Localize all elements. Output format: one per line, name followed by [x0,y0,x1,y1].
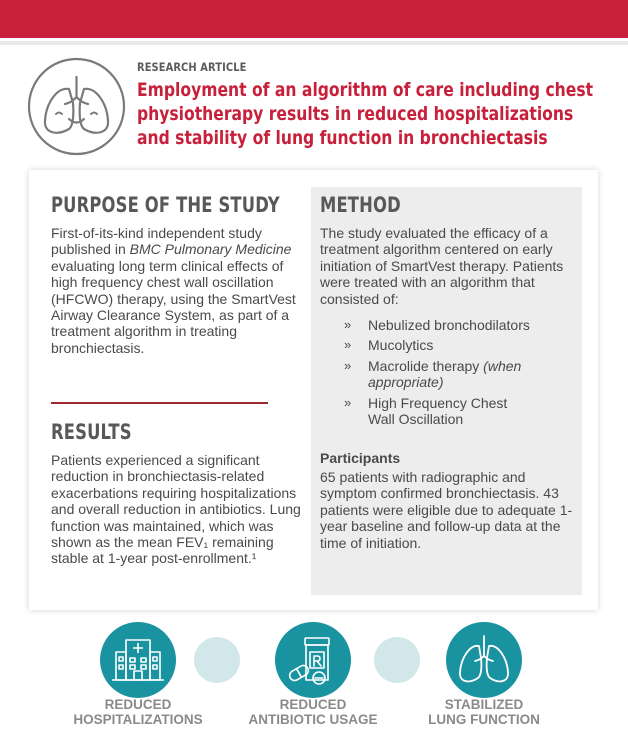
participants-text: 65 patients with radiographic and symptom confirmed bronchiectasis. 43 patients were eligible due to adequate 1-year baseline and follow-up data at the time of initiation. [320,469,573,551]
method-intro: The study evaluated the efficacy of a treatment algorithm centered on early initiation of SmartVest therapy. Patients were treated with an algorithm that consisted of: [320,225,564,307]
bullet-icon: » [344,394,352,410]
bullet-icon: » [344,357,352,373]
outcome-label-hospitalizations: REDUCED HOSPITALIZATIONS [73,697,203,727]
results-heading: RESULTS [51,420,132,444]
separator-dot [374,637,420,683]
bullet-icon: » [344,317,352,332]
purpose-heading: PURPOSE OF THE STUDY [51,193,280,217]
method-item: » Nebulized bronchodilators [344,317,530,333]
article-title: Employment of an algorithm of care including chest physiotherapy results in reduced hospitalizations and stability of lung function in bronchiectasis [137,79,594,149]
purpose-text: First-of-its-kind independent study published in BMC Pulmonary Medicine evaluating long term clinical effects of high frequency chest wall oscillation (HFCWO) therapy, using the SmartVest Airway Clearance System, as part of a treatment algorithm in treating bronchiectasis. [51,225,296,356]
method-item: » Mucolytics [344,337,434,354]
results-text: Patients experienced a significant reduction in bronchiectasis-related exacerbations requiring hospitalizations and overall reduction in antibiotics. Lung function was maintained, which was shown as the mean FEV₁ remaining stable at 1-year post-enrollment.¹ [51,452,301,567]
outcome-label-antibiotics: REDUCED ANTIBIOTIC USAGE [248,697,378,727]
section-divider [51,402,268,404]
top-rule [0,41,628,45]
lungs-icon [446,622,522,698]
top-banner [0,0,628,38]
method-heading: METHOD [320,193,401,217]
separator-dot [194,637,240,683]
method-list [344,317,576,431]
hospital-icon [100,622,176,698]
medicine-bottle-icon [275,622,351,698]
article-type-label: RESEARCH ARTICLE [137,60,247,74]
bullet-icon: » [344,337,352,353]
outcome-label-lung-function: STABILIZED LUNG FUNCTION [428,697,540,727]
article-header [137,60,607,150]
method-item: » Macrolide therapy (when appropriate) [344,357,522,391]
method-item: » High Frequency Chest Wall Oscillation [344,394,508,428]
smiling-lungs-icon [27,57,126,156]
participants-heading: Participants [320,450,401,466]
journal-name: BMC Pulmonary Medicine [129,241,292,258]
method-item-note: (when appropriate) [368,357,522,391]
